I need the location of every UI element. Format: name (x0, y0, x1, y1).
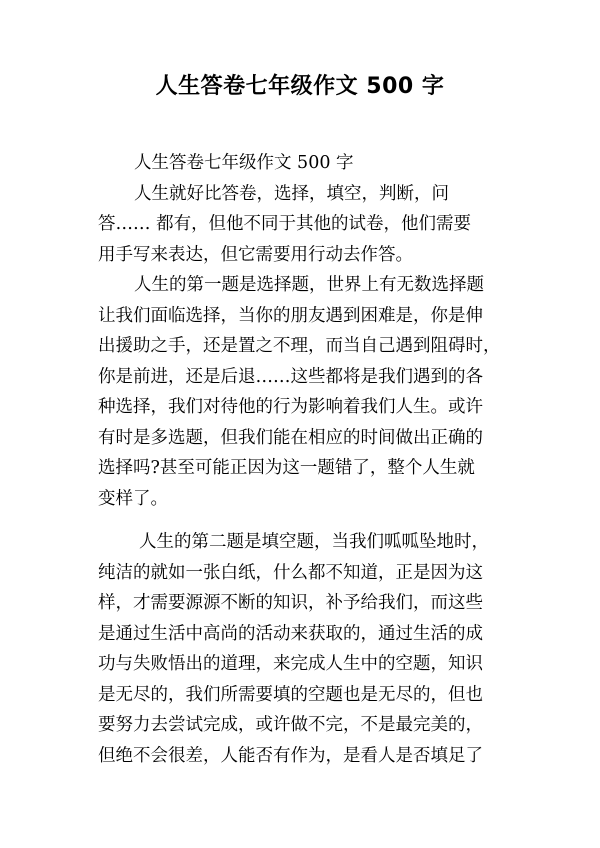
paragraph-3-line: 但绝不会很差，人能否有作为，是看人是否填足了 (98, 745, 483, 766)
paragraph-1-line: 人生就好比答卷，选择，填空，判断，问 (134, 183, 449, 204)
paragraph-3-line: 人生的第二题是填空题，当我们呱呱坠地时， (139, 532, 489, 552)
paragraph-3-line: 是无尽的，我们所需要填的空题也是无尽的，但也 (98, 684, 483, 705)
paragraph-3-line: 样，才需要源源不断的知识，补予给我们，而这些 (98, 593, 483, 613)
document-title: 人生答卷七年级作文 500 字 (155, 74, 445, 99)
paragraph-3-line: 纯洁的就如一张白纸，什么都不知道，正是因为这 (98, 562, 483, 583)
paragraph-2-line: 你是前进，还是后退……这些都将是我们遇到的各 (98, 366, 483, 387)
paragraph-3-line: 是通过生活中高尚的活动来获取的，通过生活的成 (98, 623, 483, 644)
paragraph-2-line: 变样了。 (98, 488, 168, 509)
paragraph-2-line: 种选择，我们对待他的行为影响着我们人生。或许 (98, 397, 483, 417)
paragraph-3-line: 要努力去尝试完成，或许做不完，不是最完美的， (98, 715, 483, 735)
paragraph-1-line: 答…… 都有，但他不同于其他的试卷，他们需要 (98, 214, 472, 234)
paragraph-2-line: 人生的第一题是选择题，世界上有无数选择题 (134, 275, 484, 295)
document-body (98, 148, 508, 771)
paragraph-3-line: 功与失败悟出的道理，来完成人生中的空题，知识 (98, 654, 483, 674)
paragraph-2-line: 有时是多选题，但我们能在相应的时间做出正确的 (98, 427, 483, 448)
paragraph-2-line: 让我们面临选择，当你的朋友遇到困难是，你是伸 (98, 305, 483, 326)
subtitle-line: 人生答卷七年级作文 500 字 (134, 153, 354, 173)
paragraph-2-line: 选择吗?甚至可能正因为这一题错了，整个人生就 (98, 458, 475, 478)
paragraph-1-line: 用手写来表达，但它需要用行动去作答。 (98, 244, 413, 265)
paragraph-gap (98, 514, 508, 527)
paragraph-2-line: 出援助之手，还是置之不理，而当自己遇到阻碍时， (98, 336, 501, 356)
